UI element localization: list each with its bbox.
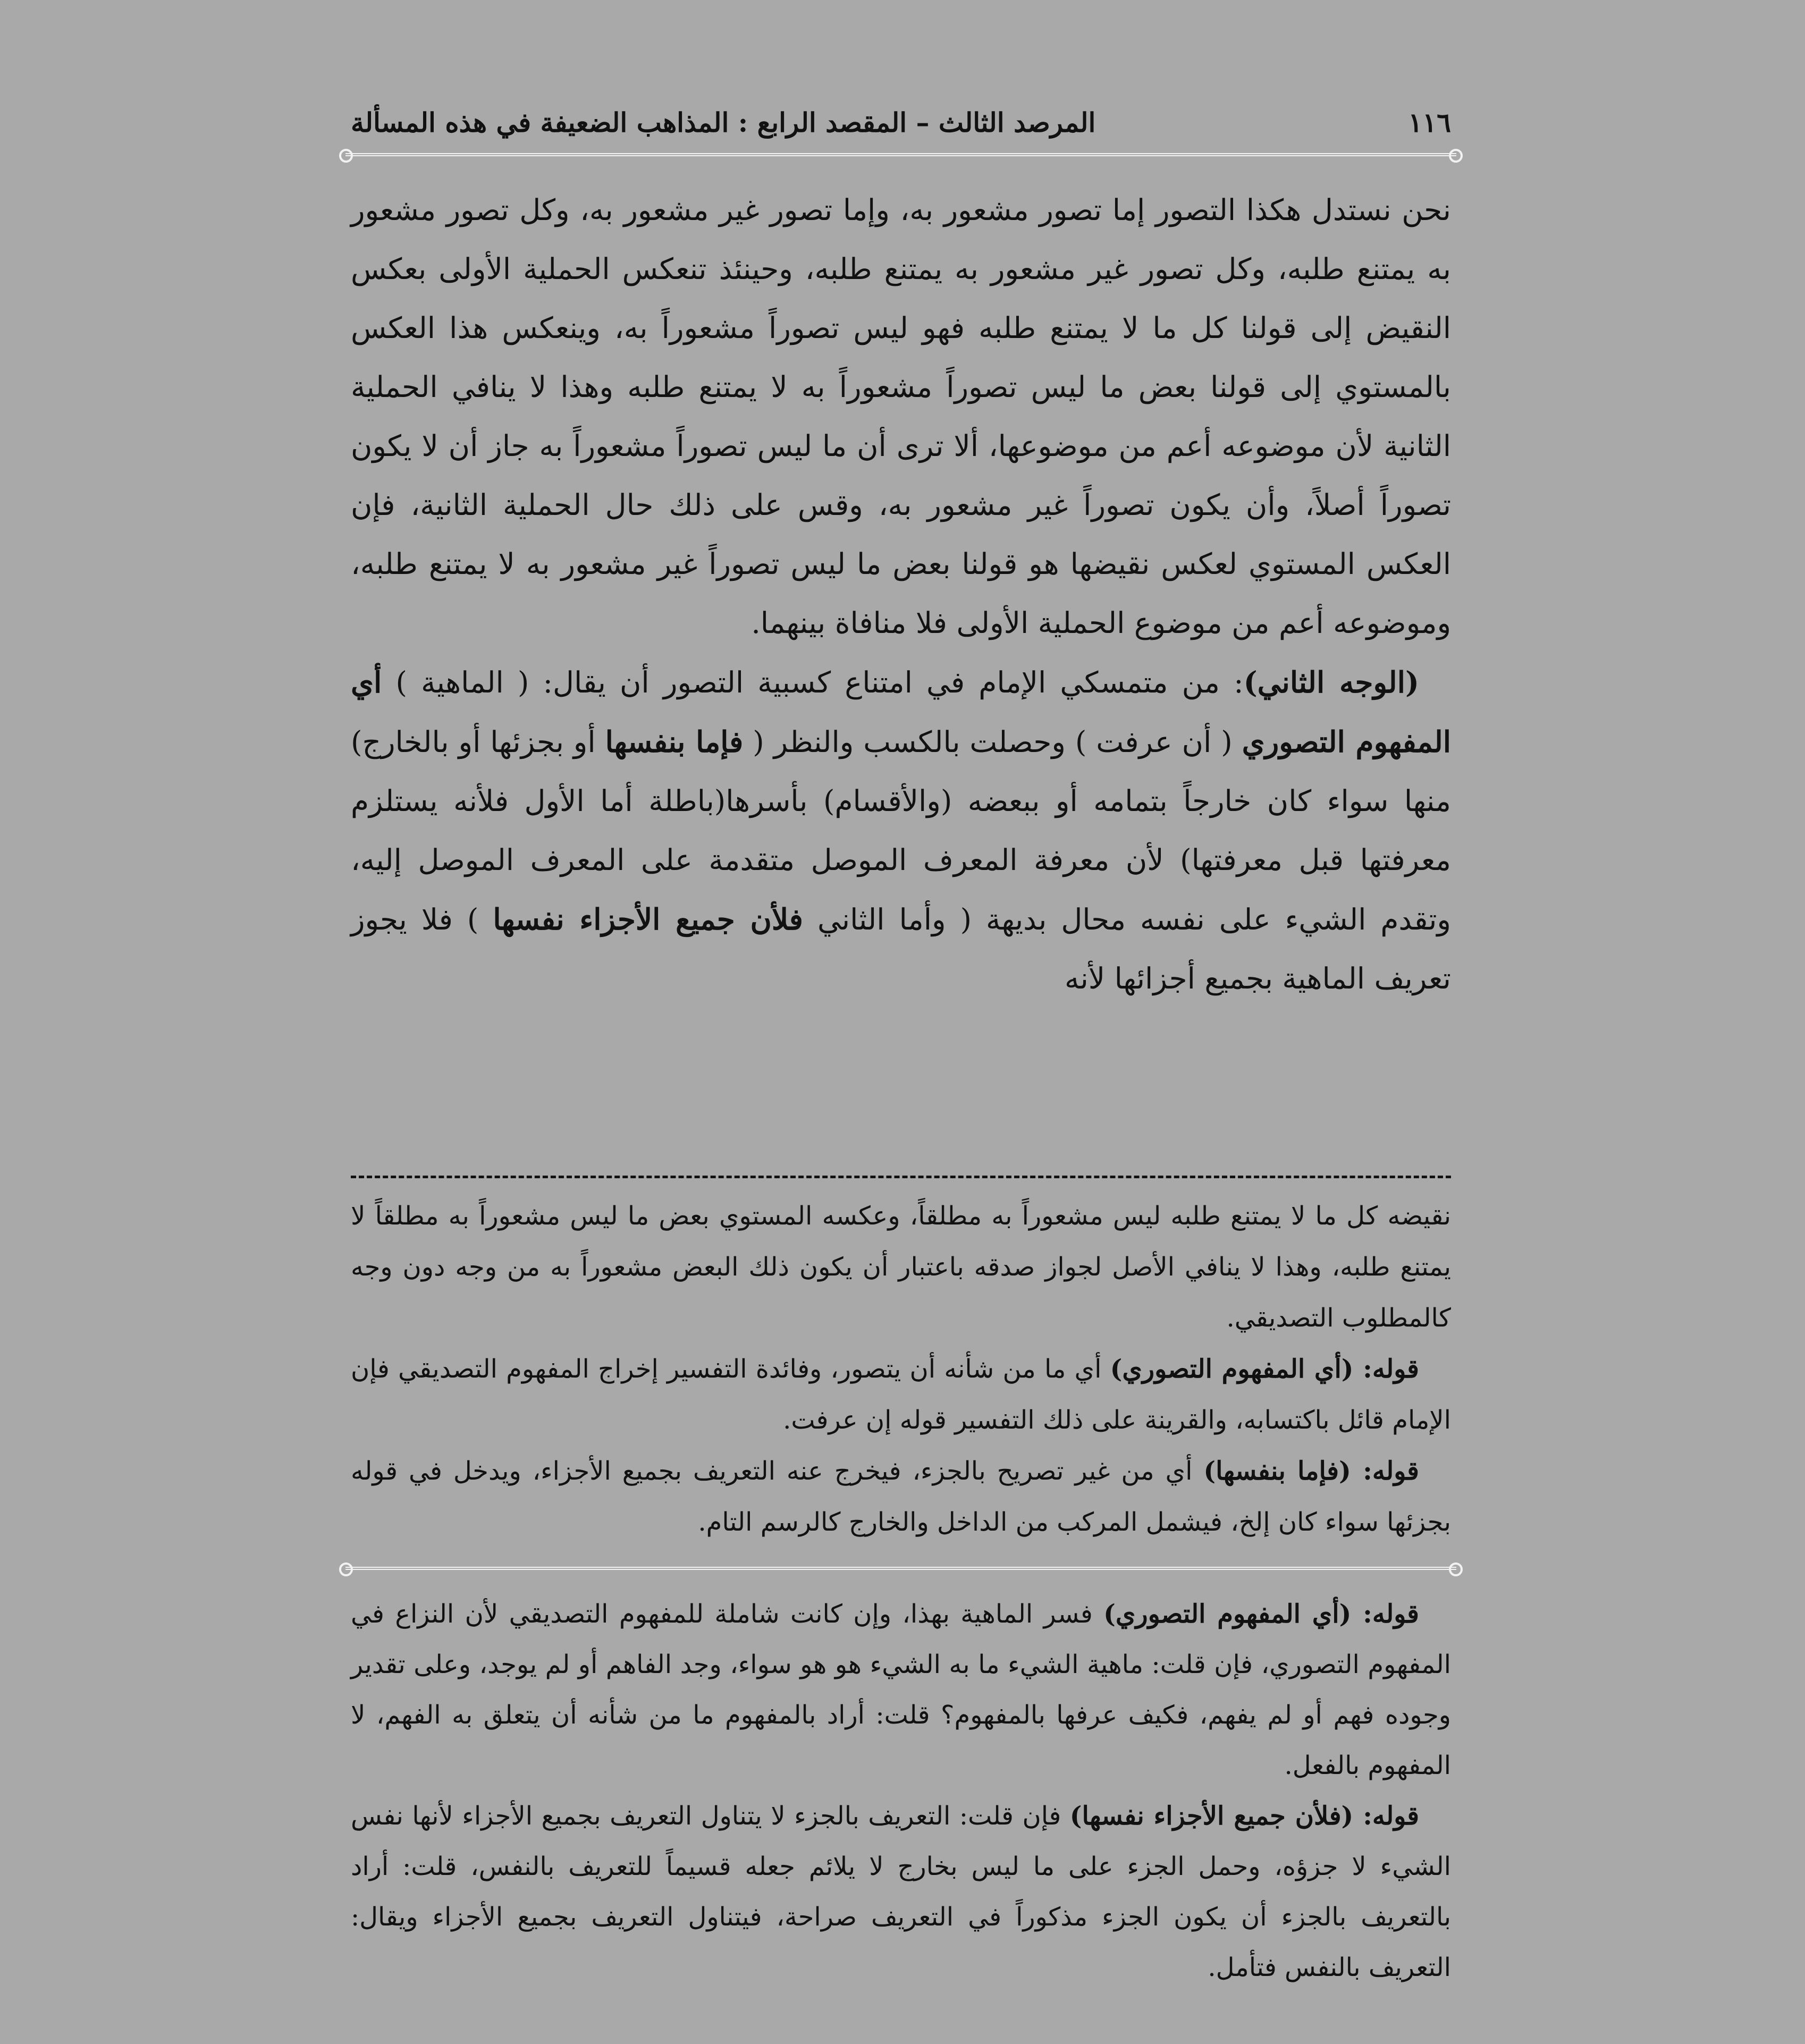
text-run: ( أن عرفت ) وحصلت بالكسب والنظر ( bbox=[743, 725, 1242, 759]
footnote-1: نقيضه كل ما لا يمتنع طلبه ليس مشعوراً به مطلقاً، وعكسه المستوي بعض ما ليس مشعوراً به مطلقاً لا يمتنع طلبه، وهذا لا ينافي الأصل لجواز صدقه باعتبار أن يكون ذلك البعض مشعوراً به من وجه دون وجه كالمطلوب التصديقي. bbox=[351, 1201, 1452, 1333]
bold-term: فإما بنفسها bbox=[605, 724, 744, 759]
footnotes bbox=[351, 1190, 1451, 1548]
main-paragraph-2 bbox=[351, 653, 1451, 1008]
book-page bbox=[351, 96, 1452, 1982]
running-title: المرصد الثالث – المقصد الرابع : المذاهب الضعيفة في هذه المسألة bbox=[351, 106, 1096, 138]
commentary-text: فسر الماهية بهذا، وإن كانت شاملة للمفهوم التصديقي لأن النزاع في المفهوم التصوري، فإن قلت: ماهية الشيء ما به الشيء هو هو سواء، وجد الفاهم أو لم يوجد، وعلى تقدير وجوده فهم أو لم يفهم، فكيف عرفها بالمفهوم؟ قلت: أراد بالمفهوم ما من شأنه أن يتعلق به الفهم، لا المفهوم بالفعل. bbox=[351, 1599, 1451, 1780]
ornament-icon bbox=[339, 149, 353, 163]
commentary-note-1 bbox=[351, 1589, 1451, 1791]
footnote-separator bbox=[351, 1176, 1451, 1178]
header-rule bbox=[345, 153, 1456, 156]
main-paragraph-1: نحن نستدل هكذا التصور إما تصور مشعور به، وإما تصور غير مشعور به، وكل تصور مشعور به يمتنع طلبه، وكل تصور غير مشعور به يمتنع طلبه، وحينئذ تنعكس الحملية الأولى بعكس النقيض إلى قولنا كل ما لا يمتنع طلبه فهو ليس تصوراً مشعوراً به، وينعكس هذا العكس بالمستوي إلى قولنا بعض ما ليس تصوراً مشعوراً به لا يمتنع طلبه وهذا لا ينافي الحملية الثانية لأن موضوعه أعم من موضوعها، ألا ترى أن ما ليس تصوراً مشعوراً به جاز أن لا يكون تصوراً أصلاً، وأن يكون تصوراً غير مشعور به، وقس على ذلك حال الحملية الثانية، فإن العكس المستوي لعكس نقيضها هو قولنا بعض ما ليس تصوراً غير مشعور به لا يمتنع طلبه، وموضوعه أعم من موضوع الحملية الأولى فلا منافاة بينهما. bbox=[351, 193, 1451, 640]
footnote-text: أي ما من شأنه أن يتصور، وفائدة التفسير إخراج المفهوم التصديقي فإن الإمام قائل باكتسابه، والقرينة على ذلك التفسير قوله إن عرفت. bbox=[351, 1354, 1451, 1435]
commentary-label: قوله: (فلأن جميع الأجزاء نفسها) bbox=[1069, 1801, 1420, 1831]
commentary-label: قوله: (أي المفهوم التصوري) bbox=[1103, 1599, 1419, 1629]
footnote-label: قوله: (أي المفهوم التصوري) bbox=[1110, 1354, 1419, 1384]
footnote-text: أي من غير تصريح بالجزء، فيخرج عنه التعريف بجميع الأجزاء، ويدخل في قوله بجزئها سواء كان إلخ، فيشمل المركب من الداخل والخارج كالرسم التام. bbox=[351, 1456, 1451, 1537]
section-rule bbox=[345, 1567, 1456, 1570]
footnote-2 bbox=[351, 1344, 1451, 1446]
page-header bbox=[351, 96, 1451, 149]
bold-term: فلأن جميع الأجزاء نفسها bbox=[493, 902, 803, 936]
bold-heading: (الوجه الثاني) bbox=[1243, 665, 1419, 699]
main-text bbox=[351, 181, 1451, 1008]
text-run: ) فلا يجوز تعريف الماهية بجميع أجزائها لأنه bbox=[351, 902, 1451, 995]
text-run: : من متمسكي الإمام في امتناع كسبية التصور أن يقال: ( الماهية ) bbox=[382, 665, 1244, 699]
commentary-note-2 bbox=[351, 1791, 1451, 1993]
ornament-icon bbox=[1449, 149, 1463, 163]
commentary-text: فإن قلت: التعريف بالجزء لا يتناول التعريف بجميع الأجزاء لأنها نفس الشيء لا جزؤه، وحمل الجزء على ما ليس بخارج لا يلائم جعله قسيماً للتعريف بالنفس، قلت: أراد بالتعريف بالجزء أن يكون الجزء مذكوراً في التعريف صراحة، فيتناول التعريف بجميع الأجزاء ويقال: التعريف بالنفس فتأمل. bbox=[351, 1801, 1451, 1982]
ornament-icon bbox=[1449, 1562, 1463, 1576]
ornament-icon bbox=[339, 1562, 353, 1576]
footnote-label: قوله: (فإما بنفسها) bbox=[1203, 1456, 1420, 1486]
footnote-3 bbox=[351, 1446, 1451, 1548]
bold-term: أي المفهوم التصوري bbox=[351, 665, 1451, 759]
text-run: أو بجزئها أو بالخارج) منها سواء كان خارجاً بتمامه أو ببعضه (والأقسام) بأسرها(باطلة أما الأول فلأنه يستلزم معرفتها قبل معرفتها) لأن معرفة المعرف الموصل متقدمة على المعرف الموصل إليه، وتقدم الشيء على نفسه محال بديهة ( وأما الثاني bbox=[351, 725, 1451, 936]
page-number: ١١٦ bbox=[1408, 106, 1451, 138]
commentary bbox=[351, 1589, 1451, 1993]
